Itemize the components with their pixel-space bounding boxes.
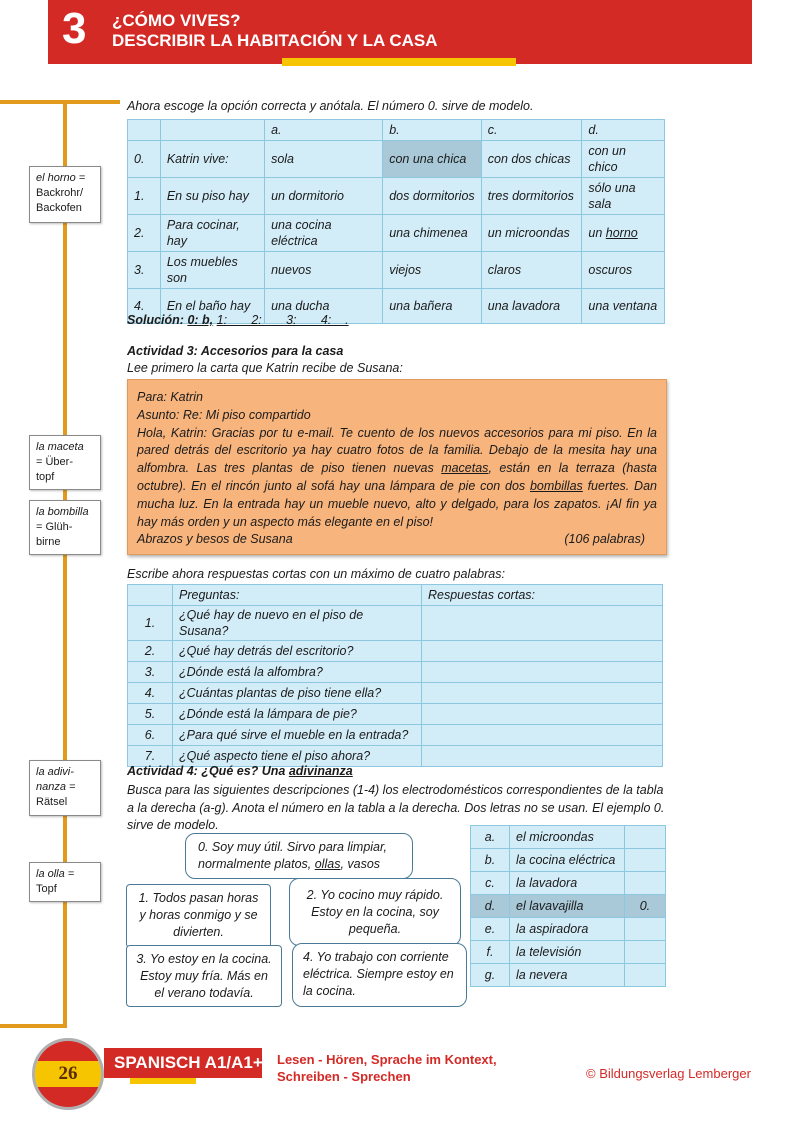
publisher: © Bildungsverlag Lemberger: [586, 1066, 751, 1081]
answer-field[interactable]: [422, 704, 663, 725]
letter-body: Hola, Katrin: Gracias por tu e-mail. Te cuento de los nuevos accesorios para mi piso. En la pared detrás del escritorio ya hay cuatro fotos de la familia. Debajo de la mesita hay una alfombra. Las tres plantas de piso tienen nuevas macetas, están en la terraza (hasta octubre). En el rincón junto al sofá hay una lámpara de pie con dos bombillas fuertes. Dan mucha luz. En la entrada hay un mueble nuevo, alto y delgado, para los zapatos. ¡Al fin ya hay más orden y un aspecto más elegante en el piso!: [137, 425, 657, 529]
answer-field[interactable]: [422, 683, 663, 704]
appliances-table: [470, 825, 666, 987]
horno-cell: un horno: [582, 215, 665, 252]
activity3-instruction: Escribe ahora respuestas cortas con un máximo de cuatro palabras:: [127, 567, 505, 581]
answer-field[interactable]: [624, 964, 665, 987]
vocab-note-maceta: la maceta = Über- topf: [29, 435, 101, 490]
question-row: 6. ¿Para qué sirve el mueble en la entrada?: [128, 725, 663, 746]
questions-header: Preguntas:: [173, 585, 422, 606]
answer-field[interactable]: [624, 849, 665, 872]
answer-field[interactable]: [422, 662, 663, 683]
table-row: 4. En el baño hay una ducha una bañera una lavadora una ventana: [128, 289, 665, 324]
answer-field[interactable]: [624, 918, 665, 941]
table-row: 3. Los muebles son nuevos viejos claros oscuros: [128, 252, 665, 289]
answers-header: Respuestas cortas:: [422, 585, 663, 606]
chapter-number: 3: [62, 4, 87, 53]
appliance-row-example: d. el lavavajilla 0.: [471, 895, 666, 918]
course-title: SPANISCH A1/A1+: [114, 1053, 263, 1072]
activity4-instruction: Busca para las siguientes descripciones (1-4) los electrodomésticos correspondientes de la tabla a la derecha (a-g). Anota el número en la tabla a la derecha. Dos letras no se usan. El ejemplo 0. sirve de modelo.: [127, 783, 665, 832]
chapter-subtitle: DESCRIBIR LA HABITACIÓN Y LA CASA: [112, 31, 438, 50]
questions-table: [127, 584, 663, 767]
header-cell: [128, 120, 161, 141]
activity4-title: Actividad 4: ¿Qué es? Una adivinanza: [127, 764, 353, 778]
answer-field[interactable]: [422, 725, 663, 746]
flag-red-top: [35, 1041, 101, 1061]
flag-red-bottom: [35, 1087, 101, 1107]
header-cell: b.: [383, 120, 482, 141]
answer-field[interactable]: [422, 641, 663, 662]
riddle-bubble-4: 4. Yo trabajo con corriente eléctrica. Siempre estoy en la cocina.: [292, 943, 467, 1007]
header-cell: [160, 120, 264, 141]
answer-field[interactable]: [624, 941, 665, 964]
appliance-row: g. la nevera: [471, 964, 666, 987]
riddle-bubble-1: 1. Todos pasan horas y horas conmigo y se divierten.: [126, 884, 271, 948]
question-row: 5. ¿Dónde está la lámpara de pie?: [128, 704, 663, 725]
riddle-bubble-3: 3. Yo estoy en la cocina. Estoy muy fría. Más en el verano todavía.: [126, 945, 282, 1007]
solution-line: Solución: 0: b, 1: 2: 3: 4: .: [127, 313, 349, 327]
riddle-bubble-0: 0. Soy muy útil. Sirvo para limpiar, normalmente platos, ollas, vasos: [185, 833, 413, 879]
question-row: 3. ¿Dónde está la alfombra?: [128, 662, 663, 683]
appliance-row: e. la aspiradora: [471, 918, 666, 941]
appliance-row: a. el microondas: [471, 826, 666, 849]
table-row: 0. Katrin vive: sola con una chica con dos chicas con un chico: [128, 141, 665, 178]
header-cell: c.: [481, 120, 582, 141]
page-number: 26: [58, 1063, 78, 1084]
table-row: 2. Para cocinar, hay una cocina eléctrica una chimenea un microondas un horno: [128, 215, 665, 252]
header-cell: d.: [582, 120, 665, 141]
appliance-row: c. la lavadora: [471, 872, 666, 895]
email-letter: Para: Katrin Asunto: Re: Mi piso compartido Hola, Katrin: Gracias por tu e-mail. Te cuento de los nuevos accesorios para mi piso. En la pared detrás del escritorio ya hay cuatro fotos de la familia. Debajo de la mesita hay una alfombra. Las tres plantas de piso tienen nuevas macetas, están en la terraza (hasta octubre). En el rincón junto al sofá hay una lámpara de pie con dos bombillas fuertes. Dan mucha luz. En la entrada hay un mueble nuevo, alto y delgado, para los zapatos. ¡Al fin ya hay más orden y un aspecto más elegante en el piso! Abrazos y besos de Susana (106 palabras): [127, 379, 667, 555]
header-accent-stripe: [282, 58, 516, 66]
answer-field[interactable]: [422, 746, 663, 767]
page-badge: [32, 1038, 104, 1110]
activity3-title: Actividad 3: Accesorios para la casa: [127, 344, 344, 358]
riddle-bubble-2: 2. Yo cocino muy rápido. Estoy en la cocina, soy pequeña.: [289, 878, 461, 946]
chapter-title: ¿CÓMO VIVES?: [112, 11, 241, 30]
answer-field[interactable]: 0.: [624, 895, 665, 918]
vocab-note-adivinanza: la adivi- nanza = Rätsel: [29, 760, 101, 816]
vocab-note-bombilla: la bombilla = Glüh- birne: [29, 500, 101, 555]
answer-field[interactable]: [624, 872, 665, 895]
vocab-note-olla: la olla = Topf: [29, 862, 101, 902]
word-count: (106 palabras): [564, 532, 645, 547]
activity3-intro: Lee primero la carta que Katrin recibe de Susana:: [127, 361, 403, 375]
skills-line-2: Schreiben - Sprechen: [277, 1069, 411, 1084]
skills-line-1: Lesen - Hören, Sprache im Kontext,: [277, 1052, 497, 1067]
answer-field[interactable]: [422, 606, 663, 641]
course-banner-stripe: [130, 1078, 196, 1084]
question-row: 2. ¿Qué hay detrás del escritorio?: [128, 641, 663, 662]
question-row: 4. ¿Cuántas plantas de piso tiene ella?: [128, 683, 663, 704]
vocab-note-horno: el horno = Backrohr/ Backofen: [29, 166, 101, 223]
table-row: 1. En su piso hay un dormitorio dos dormitorios tres dormitorios sólo una sala: [128, 178, 665, 215]
appliance-row: b. la cocina eléctrica: [471, 849, 666, 872]
header-cell: a.: [265, 120, 383, 141]
example-answer-cell: con una chica: [383, 141, 482, 178]
choice-table: [127, 119, 665, 324]
margin-line-top: [0, 100, 120, 104]
question-row: 7. ¿Qué aspecto tiene el piso ahora?: [128, 746, 663, 767]
answer-field[interactable]: [624, 826, 665, 849]
question-row: 1. ¿Qué hay de nuevo en el piso de Susana?: [128, 606, 663, 641]
appliance-row: f. la televisión: [471, 941, 666, 964]
margin-line-bottom: [0, 1024, 67, 1028]
section1-instruction: Ahora escoge la opción correcta y anótala. El número 0. sirve de modelo.: [127, 99, 534, 113]
